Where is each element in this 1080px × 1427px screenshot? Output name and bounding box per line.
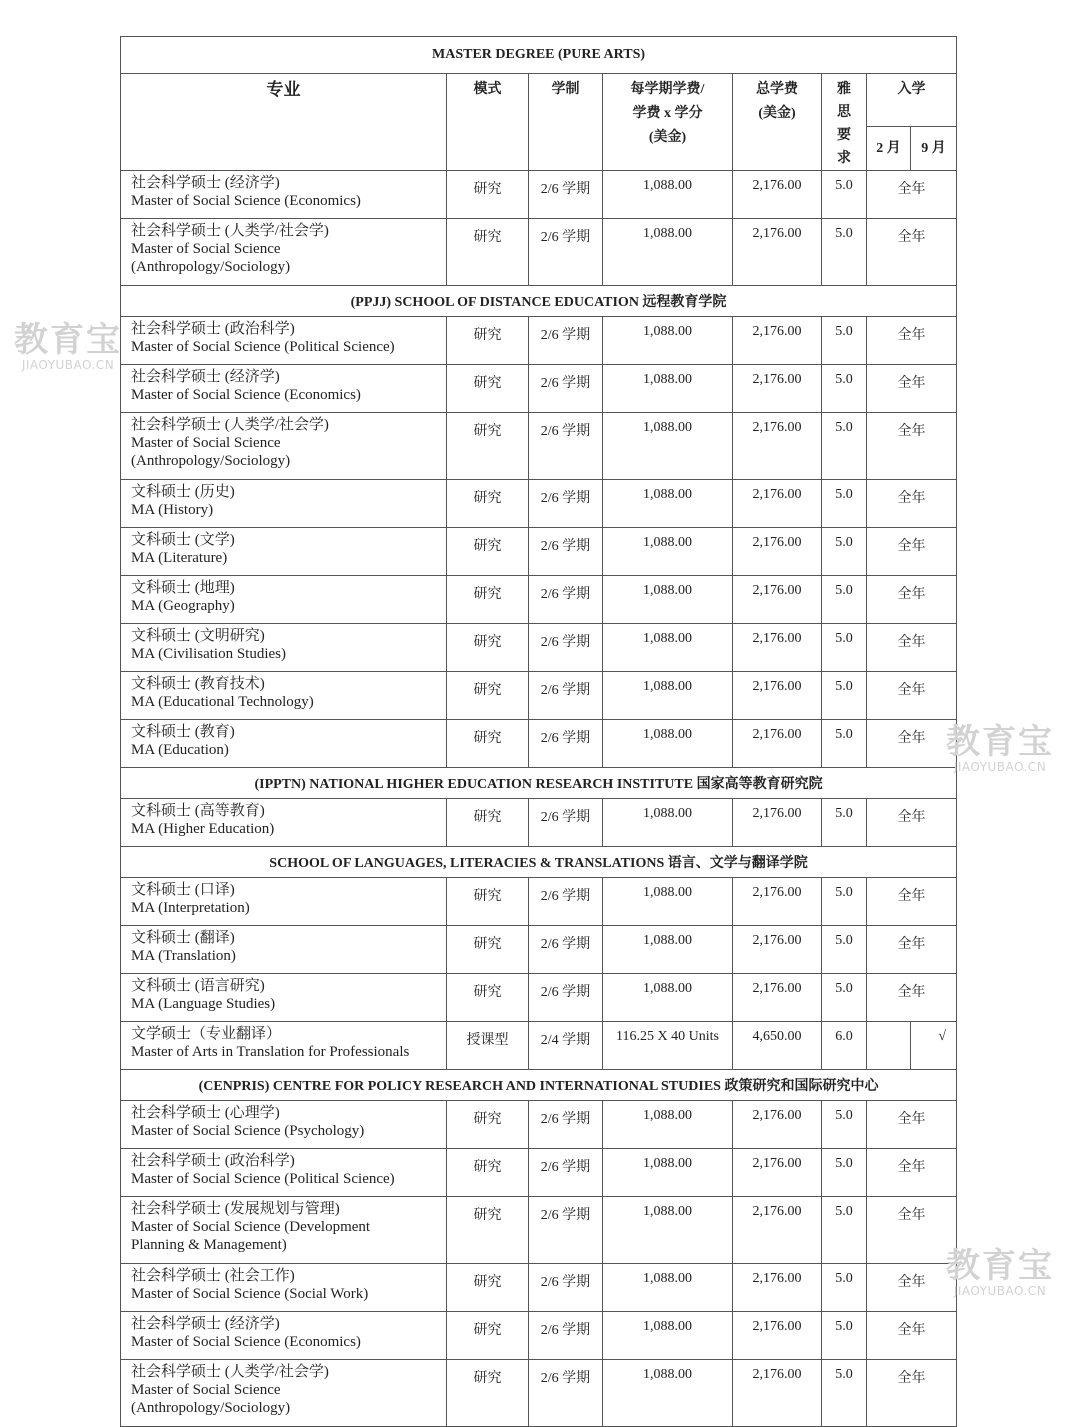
total-fee: 2,176.00 — [733, 171, 822, 219]
intake-all-year: 全年 — [867, 365, 957, 413]
study-mode: 研究 — [447, 219, 529, 286]
program-name — [121, 365, 447, 413]
header-intake: 入学 — [867, 74, 957, 127]
program-name — [121, 413, 447, 480]
program-name-cn: 社会科学硕士 (人类学/社会学) — [131, 1364, 329, 1380]
total-fee: 2,176.00 — [733, 1197, 822, 1264]
semester-fee: 1,088.00 — [603, 528, 733, 576]
program-name-en: (Anthropology/Sociology) — [131, 453, 291, 469]
semester-fee: 1,088.00 — [603, 219, 733, 286]
table-row — [121, 926, 957, 974]
program-name — [121, 720, 447, 768]
program-name — [121, 317, 447, 365]
total-fee: 2,176.00 — [733, 1149, 822, 1197]
program-name — [121, 1312, 447, 1360]
program-name-cn: 社会科学硕士 (经济学) — [131, 369, 280, 385]
total-fee: 2,176.00 — [733, 219, 822, 286]
study-mode: 研究 — [447, 317, 529, 365]
table-row — [121, 480, 957, 528]
program-name — [121, 1022, 447, 1070]
program-name — [121, 1360, 447, 1427]
program-name-cn: 社会科学硕士 (政治科学) — [131, 1153, 295, 1169]
intake-sep: √ — [911, 1022, 957, 1070]
program-name-en: MA (Education) — [131, 742, 229, 758]
semester-fee: 1,088.00 — [603, 1360, 733, 1427]
intake-all-year: 全年 — [867, 974, 957, 1022]
header-total-line1: 总学费 — [756, 82, 798, 97]
semester-fee: 116.25 X 40 Units — [603, 1022, 733, 1070]
program-name-en: Master of Social Science (Economics) — [131, 193, 361, 209]
duration: 2/6 学期 — [529, 576, 603, 624]
header-mode: 模式 — [447, 74, 529, 171]
intake-all-year: 全年 — [867, 1101, 957, 1149]
study-mode: 研究 — [447, 576, 529, 624]
study-mode: 研究 — [447, 480, 529, 528]
section-header-row — [121, 847, 957, 878]
study-mode: 研究 — [447, 1264, 529, 1312]
table-row — [121, 974, 957, 1022]
header-total-line2: (美金) — [758, 106, 796, 121]
ielts-requirement: 5.0 — [822, 878, 867, 926]
semester-fee: 1,088.00 — [603, 480, 733, 528]
program-name — [121, 219, 447, 286]
semester-fee: 1,088.00 — [603, 799, 733, 847]
ielts-requirement: 5.0 — [822, 171, 867, 219]
program-name-cn: 社会科学硕士 (心理学) — [131, 1105, 280, 1121]
program-name — [121, 672, 447, 720]
program-name-en: Master of Social Science (Development — [131, 1219, 371, 1235]
intake-all-year: 全年 — [867, 171, 957, 219]
duration: 2/6 学期 — [529, 171, 603, 219]
total-fee: 2,176.00 — [733, 672, 822, 720]
program-name-cn: 社会科学硕士 (发展规划与管理) — [131, 1201, 340, 1217]
study-mode: 研究 — [447, 413, 529, 480]
study-mode: 研究 — [447, 672, 529, 720]
table-row — [121, 672, 957, 720]
total-fee: 2,176.00 — [733, 1101, 822, 1149]
semester-fee: 1,088.00 — [603, 720, 733, 768]
table-row — [121, 1264, 957, 1312]
program-name-en: MA (Translation) — [131, 948, 236, 964]
semester-fee: 1,088.00 — [603, 624, 733, 672]
program-name-cn: 社会科学硕士 (经济学) — [131, 1316, 280, 1332]
program-name — [121, 926, 447, 974]
total-fee: 2,176.00 — [733, 926, 822, 974]
intake-all-year: 全年 — [867, 413, 957, 480]
program-name-en: Master of Arts in Translation for Professionals — [131, 1044, 410, 1060]
ielts-requirement: 6.0 — [822, 1022, 867, 1070]
table-row — [121, 878, 957, 926]
program-name-en: Master of Social Science — [131, 435, 281, 451]
header-program: 专业 — [121, 74, 447, 171]
section-title: (PPJJ) SCHOOL OF DISTANCE EDUCATION 远程教育学院 — [121, 286, 957, 317]
ielts-requirement: 5.0 — [822, 1360, 867, 1427]
program-name-en: Planning & Management) — [131, 1237, 287, 1253]
header-sep: 9 月 — [911, 127, 957, 171]
total-fee: 2,176.00 — [733, 1264, 822, 1312]
header-ielts — [822, 74, 867, 171]
semester-fee: 1,088.00 — [603, 413, 733, 480]
total-fee: 2,176.00 — [733, 799, 822, 847]
intake-all-year: 全年 — [867, 1360, 957, 1427]
duration: 2/6 学期 — [529, 1197, 603, 1264]
ielts-requirement: 5.0 — [822, 1312, 867, 1360]
total-fee: 4,650.00 — [733, 1022, 822, 1070]
semester-fee: 1,088.00 — [603, 1312, 733, 1360]
total-fee: 2,176.00 — [733, 480, 822, 528]
ielts-requirement: 5.0 — [822, 1197, 867, 1264]
program-name-en: Master of Social Science — [131, 1382, 281, 1398]
section-title: SCHOOL OF LANGUAGES, LITERACIES & TRANSLATIONS 语言、文学与翻译学院 — [121, 847, 957, 878]
program-name-cn: 文科硕士 (文学) — [131, 532, 235, 548]
header-fee-line1: 每学期学费/ — [630, 82, 705, 97]
program-name-en: Master of Social Science (Psychology) — [131, 1123, 365, 1139]
program-name-en: (Anthropology/Sociology) — [131, 1400, 291, 1416]
ielts-requirement: 5.0 — [822, 720, 867, 768]
intake-all-year: 全年 — [867, 576, 957, 624]
duration: 2/6 学期 — [529, 926, 603, 974]
program-name-cn: 社会科学硕士 (人类学/社会学) — [131, 223, 329, 239]
program-name-cn: 文学硕士（专业翻译） — [131, 1026, 282, 1042]
semester-fee: 1,088.00 — [603, 1197, 733, 1264]
intake-all-year: 全年 — [867, 878, 957, 926]
study-mode: 研究 — [447, 720, 529, 768]
program-name-en: Master of Social Science (Political Science) — [131, 1171, 395, 1187]
total-fee: 2,176.00 — [733, 365, 822, 413]
duration: 2/6 学期 — [529, 1149, 603, 1197]
program-name — [121, 528, 447, 576]
table-row — [121, 799, 957, 847]
intake-all-year: 全年 — [867, 317, 957, 365]
section-header-row — [121, 286, 957, 317]
program-name-en: Master of Social Science (Political Science) — [131, 339, 395, 355]
program-name-en: MA (Interpretation) — [131, 900, 250, 916]
section-title: (IPPTN) NATIONAL HIGHER EDUCATION RESEARCH INSTITUTE 国家高等教育研究院 — [121, 768, 957, 799]
table-title-row — [121, 37, 957, 74]
study-mode: 研究 — [447, 799, 529, 847]
ielts-requirement: 5.0 — [822, 1264, 867, 1312]
program-name-en: MA (History) — [131, 502, 214, 518]
semester-fee: 1,088.00 — [603, 878, 733, 926]
table-row — [121, 1149, 957, 1197]
ielts-requirement: 5.0 — [822, 799, 867, 847]
program-name — [121, 1197, 447, 1264]
program-name — [121, 799, 447, 847]
total-fee: 2,176.00 — [733, 720, 822, 768]
program-name-cn: 社会科学硕士 (经济学) — [131, 175, 280, 191]
program-name-en: MA (Higher Education) — [131, 821, 275, 837]
program-name-cn: 文科硕士 (文明研究) — [131, 628, 265, 644]
study-mode: 研究 — [447, 1197, 529, 1264]
program-name — [121, 878, 447, 926]
ielts-requirement: 5.0 — [822, 1101, 867, 1149]
table-row — [121, 1360, 957, 1427]
duration: 2/6 学期 — [529, 219, 603, 286]
semester-fee: 1,088.00 — [603, 974, 733, 1022]
ielts-requirement: 5.0 — [822, 480, 867, 528]
intake-all-year: 全年 — [867, 1264, 957, 1312]
program-name — [121, 576, 447, 624]
study-mode: 研究 — [447, 878, 529, 926]
table-row — [121, 1312, 957, 1360]
intake-all-year: 全年 — [867, 624, 957, 672]
duration: 2/6 学期 — [529, 365, 603, 413]
total-fee: 2,176.00 — [733, 576, 822, 624]
semester-fee: 1,088.00 — [603, 576, 733, 624]
table-row — [121, 1197, 957, 1264]
watermark-brand: 教育宝 — [946, 722, 1054, 762]
study-mode: 研究 — [447, 1360, 529, 1427]
header-fee — [603, 74, 733, 171]
study-mode: 研究 — [447, 926, 529, 974]
program-name-en: (Anthropology/Sociology) — [131, 259, 291, 275]
semester-fee: 1,088.00 — [603, 1101, 733, 1149]
study-mode: 研究 — [447, 1312, 529, 1360]
duration: 2/6 学期 — [529, 799, 603, 847]
study-mode: 研究 — [447, 171, 529, 219]
intake-all-year: 全年 — [867, 720, 957, 768]
duration: 2/4 学期 — [529, 1022, 603, 1070]
study-mode: 研究 — [447, 1101, 529, 1149]
program-name-en: MA (Literature) — [131, 550, 228, 566]
duration: 2/6 学期 — [529, 624, 603, 672]
section-header-row — [121, 1070, 957, 1101]
program-name — [121, 1264, 447, 1312]
watermark-logo — [946, 724, 1054, 774]
header-total — [733, 74, 822, 171]
fee-table-page — [120, 36, 956, 1427]
total-fee: 2,176.00 — [733, 317, 822, 365]
intake-all-year: 全年 — [867, 1197, 957, 1264]
table-row — [121, 528, 957, 576]
watermark-domain: JIAOYUBAO.CN — [21, 358, 115, 372]
ielts-requirement: 5.0 — [822, 926, 867, 974]
program-name-en: Master of Social Science — [131, 241, 281, 257]
program-name-cn: 文科硕士 (口译) — [131, 882, 235, 898]
program-name-cn: 社会科学硕士 (人类学/社会学) — [131, 417, 329, 433]
program-name — [121, 974, 447, 1022]
study-mode: 研究 — [447, 974, 529, 1022]
watermark-brand: 教育宝 — [946, 1246, 1054, 1286]
header-duration: 学制 — [529, 74, 603, 171]
total-fee: 2,176.00 — [733, 1360, 822, 1427]
semester-fee: 1,088.00 — [603, 171, 733, 219]
program-name — [121, 480, 447, 528]
header-row — [121, 74, 957, 127]
ielts-requirement: 5.0 — [822, 576, 867, 624]
program-name-en: MA (Educational Technology) — [131, 694, 314, 710]
watermark-domain: JIAOYUBAO.CN — [953, 760, 1047, 774]
section-header-row — [121, 768, 957, 799]
program-name-en: Master of Social Science (Social Work) — [131, 1286, 369, 1302]
ielts-requirement: 5.0 — [822, 624, 867, 672]
duration: 2/6 学期 — [529, 720, 603, 768]
program-name-cn: 社会科学硕士 (社会工作) — [131, 1268, 295, 1284]
ielts-requirement: 5.0 — [822, 528, 867, 576]
total-fee: 2,176.00 — [733, 413, 822, 480]
ielts-requirement: 5.0 — [822, 1149, 867, 1197]
table-row — [121, 720, 957, 768]
program-name — [121, 1149, 447, 1197]
program-name-cn: 文科硕士 (高等教育) — [131, 803, 265, 819]
total-fee: 2,176.00 — [733, 528, 822, 576]
header-fee-line2: 学费 x 学分 — [632, 106, 703, 121]
program-name-en: Master of Social Science (Economics) — [131, 1334, 361, 1350]
intake-all-year: 全年 — [867, 1312, 957, 1360]
semester-fee: 1,088.00 — [603, 1264, 733, 1312]
program-name-cn: 文科硕士 (语言研究) — [131, 978, 265, 994]
intake-feb — [867, 1022, 911, 1070]
program-name-cn: 文科硕士 (翻译) — [131, 930, 235, 946]
intake-all-year: 全年 — [867, 528, 957, 576]
watermark-logo — [946, 1248, 1054, 1298]
study-mode: 研究 — [447, 365, 529, 413]
duration: 2/6 学期 — [529, 672, 603, 720]
program-name-cn: 文科硕士 (地理) — [131, 580, 235, 596]
duration: 2/6 学期 — [529, 1264, 603, 1312]
program-name-cn: 社会科学硕士 (政治科学) — [131, 321, 295, 337]
watermark-logo — [14, 322, 122, 372]
study-mode: 研究 — [447, 624, 529, 672]
header-fee-line3: (美金) — [648, 130, 687, 145]
header-ielts-text: 雅思要求 — [837, 82, 851, 166]
header-feb: 2 月 — [867, 127, 911, 171]
duration: 2/6 学期 — [529, 317, 603, 365]
intake-all-year: 全年 — [867, 672, 957, 720]
duration: 2/6 学期 — [529, 1312, 603, 1360]
section-title: (CENPRIS) CENTRE FOR POLICY RESEARCH AND INTERNATIONAL STUDIES 政策研究和国际研究中心 — [121, 1070, 957, 1101]
semester-fee: 1,088.00 — [603, 672, 733, 720]
ielts-requirement: 5.0 — [822, 672, 867, 720]
program-name-cn: 文科硕士 (教育) — [131, 724, 235, 740]
watermark-domain: JIAOYUBAO.CN — [953, 1284, 1047, 1298]
table-row — [121, 171, 957, 219]
duration: 2/6 学期 — [529, 1360, 603, 1427]
total-fee: 2,176.00 — [733, 624, 822, 672]
fee-table — [120, 36, 957, 1427]
table-row — [121, 1022, 957, 1070]
table-row — [121, 576, 957, 624]
program-name-en: MA (Geography) — [131, 598, 235, 614]
table-row — [121, 365, 957, 413]
total-fee: 2,176.00 — [733, 1312, 822, 1360]
semester-fee: 1,088.00 — [603, 365, 733, 413]
watermark-brand: 教育宝 — [14, 320, 122, 360]
program-name — [121, 1101, 447, 1149]
table-row — [121, 624, 957, 672]
intake-all-year: 全年 — [867, 480, 957, 528]
table-title: MASTER DEGREE (PURE ARTS) — [121, 37, 957, 74]
total-fee: 2,176.00 — [733, 974, 822, 1022]
program-name-cn: 文科硕士 (教育技术) — [131, 676, 265, 692]
ielts-requirement: 5.0 — [822, 317, 867, 365]
duration: 2/6 学期 — [529, 480, 603, 528]
ielts-requirement: 5.0 — [822, 413, 867, 480]
study-mode: 研究 — [447, 528, 529, 576]
program-name-en: MA (Civilisation Studies) — [131, 646, 287, 662]
ielts-requirement: 5.0 — [822, 974, 867, 1022]
intake-all-year: 全年 — [867, 799, 957, 847]
table-row — [121, 219, 957, 286]
table-row — [121, 1101, 957, 1149]
semester-fee: 1,088.00 — [603, 926, 733, 974]
program-name-en: Master of Social Science (Economics) — [131, 387, 361, 403]
program-name-cn: 文科硕士 (历史) — [131, 484, 235, 500]
intake-all-year: 全年 — [867, 926, 957, 974]
study-mode: 研究 — [447, 1149, 529, 1197]
duration: 2/6 学期 — [529, 1101, 603, 1149]
study-mode: 授课型 — [447, 1022, 529, 1070]
semester-fee: 1,088.00 — [603, 317, 733, 365]
table-row — [121, 317, 957, 365]
table-row — [121, 413, 957, 480]
intake-all-year: 全年 — [867, 1149, 957, 1197]
duration: 2/6 学期 — [529, 528, 603, 576]
duration: 2/6 学期 — [529, 878, 603, 926]
ielts-requirement: 5.0 — [822, 365, 867, 413]
intake-all-year: 全年 — [867, 219, 957, 286]
total-fee: 2,176.00 — [733, 878, 822, 926]
program-name — [121, 624, 447, 672]
duration: 2/6 学期 — [529, 413, 603, 480]
ielts-requirement: 5.0 — [822, 219, 867, 286]
program-name-en: MA (Language Studies) — [131, 996, 276, 1012]
semester-fee: 1,088.00 — [603, 1149, 733, 1197]
duration: 2/6 学期 — [529, 974, 603, 1022]
program-name — [121, 171, 447, 219]
